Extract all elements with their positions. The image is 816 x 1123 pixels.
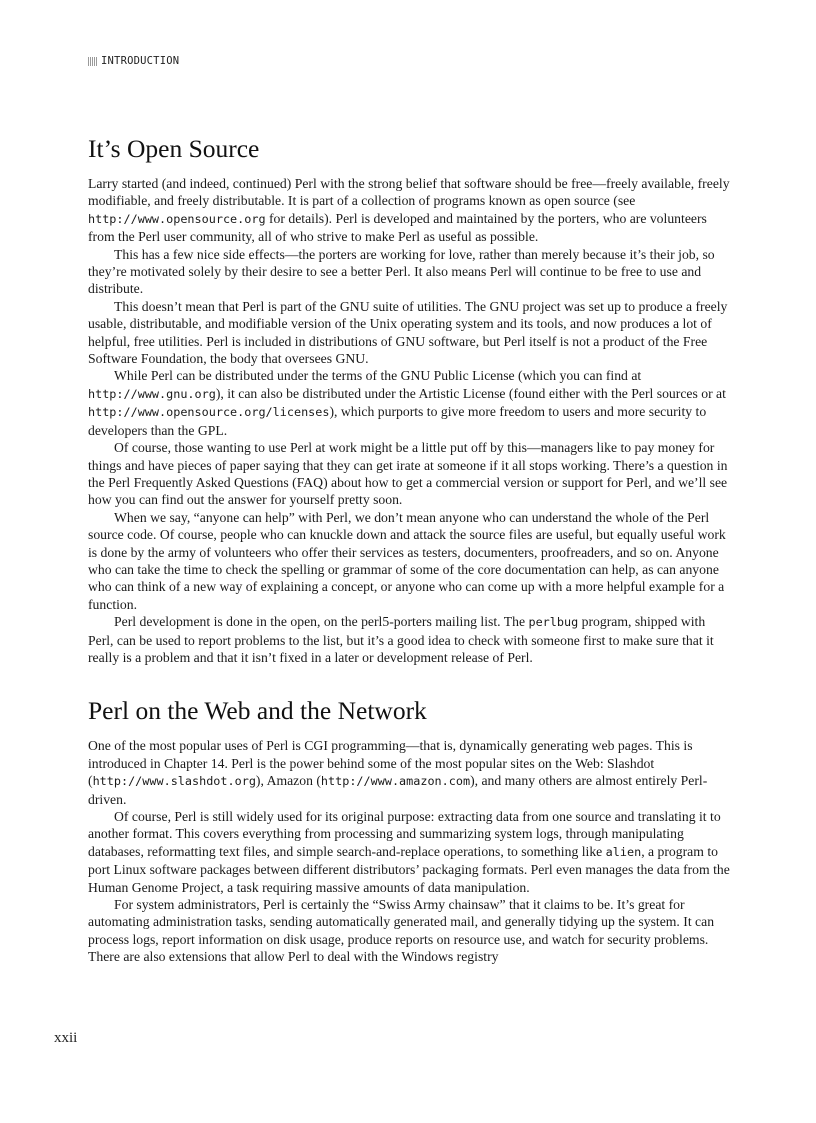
section-body — [88, 737, 730, 965]
inline-code: perlbug — [528, 615, 579, 630]
text-run: This has a few nice side effects—the porters are working for love, rather than merely because it’s their job, so they’re motivated solely by their desire to see a better Perl. It also means Perl will continue to be free to use and distribute. — [88, 246, 715, 297]
text-run: One of the most popular uses of Perl is CGI programming—that is, dynamically generating web pages. This is introduced in Chapter 14. Perl is the power behind some of the most popular sites on the Web: Slashdot ( — [88, 738, 693, 789]
page-number: xxii — [54, 1030, 78, 1046]
inline-code: http://www.opensource.org — [88, 211, 266, 226]
paragraph — [88, 896, 730, 966]
text-run: ), which purports to give more freedom to users and more security to developers than the GPL. — [88, 404, 707, 438]
paragraph — [88, 175, 730, 246]
paragraph — [88, 367, 730, 439]
text-run: Of course, those wanting to use Perl at work might be a little put off by this—managers like to pay money for things and have pieces of paper saying that they can get irate at someone if it all stops working. There’s a question in the Perl Frequently Asked Questions (FAQ) about how to get a commercial version or support for Perl, and we’ll see how you can find out the answer for yourself pretty soon. — [88, 440, 728, 508]
section-heading: It’s Open Source — [88, 134, 260, 163]
inline-code: http://www.amazon.com — [320, 774, 471, 789]
inline-code: http://www.slashdot.org — [92, 774, 256, 789]
text-run: While Perl can be distributed under the terms of the GNU Public License (which you can find at — [114, 368, 642, 384]
text-run: When we say, “anyone can help” with Perl, we don’t mean anyone who can understand the whole of the Perl source code. Of course, people who can knuckle down and attack the source files are useful, but equally useful work is done by the army of volunteers who offer their services as testers, documenters, proofreaders, and so on. Anyone who can take the time to check the spelling or grammar of some of the core documentation can help, as can anyone who can think of a new way of explaining a concept, or anyone who can come up with a more helpful example for a function. — [88, 509, 726, 612]
running-head-label: INTRODUCTION — [101, 55, 180, 67]
text-run: For system administrators, Perl is certainly the “Swiss Army chainsaw” that it claims to be. It’s great for automating administration tasks, sending automatically generated mail, and generally tidying up the system. It can process logs, report information on disk usage, produce reports on resource use, and watch for security problems. There are also extensions that allow Perl to deal with the Windows registry — [88, 897, 715, 965]
text-run: for details). Perl is developed and maintained by the porters, who are volunteers from the Perl user community, all of who strive to make Perl as useful as possible. — [88, 210, 707, 245]
inline-code: alien — [605, 844, 642, 859]
paragraph — [88, 737, 730, 808]
inline-code: http://www.opensource.org/licenses — [88, 405, 330, 420]
text-run: ), it can also be distributed under the Artistic License (found either with the Perl sources or at — [215, 385, 726, 401]
text-run: , a program to port Linux software packages between different distributors’ packaging formats. Perl even manages the data from the Human Genome Project, a task requiring massive amounts of data manipulation. — [88, 843, 730, 895]
paragraph — [88, 246, 730, 298]
text-run: Perl development is done in the open, on the perl5-porters mailing list. The — [114, 614, 529, 630]
text-run: ), and many others are almost entirely Perl-driven. — [88, 773, 708, 807]
paragraph — [88, 808, 730, 896]
section-marker-icon — [88, 57, 97, 66]
paragraph — [88, 298, 730, 368]
section-heading: Perl on the Web and the Network — [88, 696, 427, 726]
text-run: program, shipped with Perl, can be used to report problems to the list, but it’s a good idea to check with someone first to make sure that it really is a problem and that it isn’t fixed in a later or development release of Perl. — [88, 614, 714, 665]
text-run: Larry started (and indeed, continued) Perl with the strong belief that software should be free—freely available, freely modifiable, and freely distributable. It is part of a collection of programs known as open source (see — [88, 176, 730, 209]
running-head — [88, 55, 179, 67]
inline-code: http://www.gnu.org — [88, 386, 216, 401]
text-run: ), Amazon ( — [255, 773, 321, 789]
text-run: Of course, Perl is still widely used for its original purpose: extracting data from one source and translating it to another format. This covers everything from processing and summarizing system logs, through manipulating databases, reformatting text files, and simple search-and-replace operations, to something like — [88, 809, 721, 859]
paragraph — [88, 509, 730, 613]
text-run: This doesn’t mean that Perl is part of the GNU suite of utilities. The GNU project was set up to produce a freely usable, distributable, and modifiable version of the Unix operating system and its tools, and now produces a lot of helpful, free utilities. Perl is included in distributions of GNU software, but Perl itself is not a product of the Free Software Foundation, the body that oversees GNU. — [88, 298, 728, 367]
paragraph — [88, 613, 730, 666]
section-body — [88, 175, 730, 666]
page-body — [88, 134, 730, 966]
paragraph — [88, 439, 730, 509]
